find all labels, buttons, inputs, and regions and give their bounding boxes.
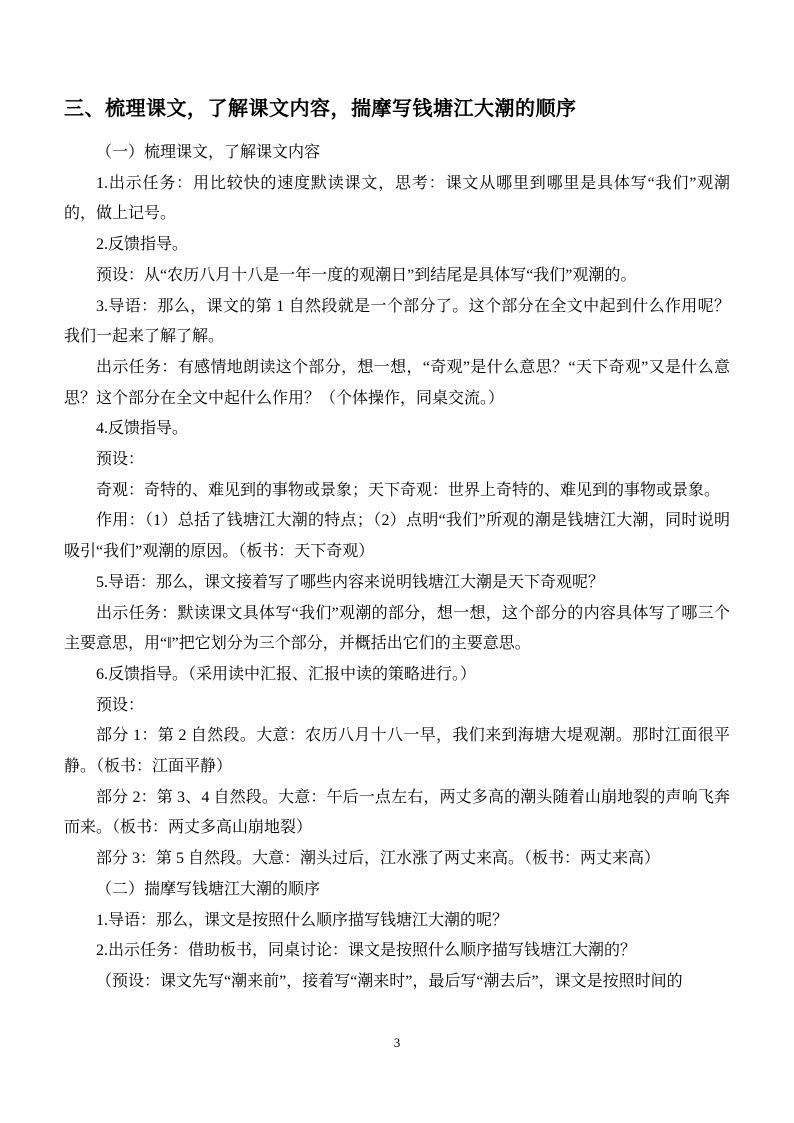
paragraph: 作用：（1）总括了钱塘江大潮的特点；（2）点明“我们”所观的潮是钱塘江大潮，同时说明吸引“我们”观潮的原因。（板书：天下奇观） xyxy=(64,512,730,561)
paragraph: 出示任务：有感情地朗读这个部分，想一想，“奇观”是什么意思？“天下奇观”又是什么意思？这个部分在全文中起什么作用？（个体操作，同桌交流。） xyxy=(64,358,730,407)
paragraphs xyxy=(64,138,730,998)
document-body xyxy=(64,94,730,998)
paragraph: 部分 2：第 3、4 自然段。大意：午后一点左右，两丈多高的潮头随着山崩地裂的声响飞奔而来。（板书：两丈多高山崩地裂） xyxy=(64,788,730,837)
paragraph: （一）梳理课文，了解课文内容 xyxy=(96,144,321,161)
page-number: 3 xyxy=(393,1035,401,1050)
paragraph: 2.反馈指导。 xyxy=(96,236,189,254)
paragraph: 部分 1：第 2 自然段。大意：农历八月十八一早，我们来到海塘大堤观潮。那时江面很平静。（板书：江面平静） xyxy=(64,727,730,776)
paragraph: 6.反馈指导。（采用读中汇报、汇报中读的策略进行。） xyxy=(96,665,477,683)
paragraph: 4.反馈指导。 xyxy=(96,420,189,438)
paragraph: 奇观：奇特的、难见到的事物或景象；天下奇观：世界上奇特的、难见到的事物或景象。 xyxy=(96,481,721,499)
paragraph: 2.出示任务：借助板书，同桌讨论：课文是按照什么顺序描写钱塘江大潮的？ xyxy=(96,942,637,960)
paragraph: 1.导语：那么，课文是按照什么顺序描写钱塘江大潮的呢？ xyxy=(96,911,509,929)
paragraph: 预设： xyxy=(96,696,145,714)
paragraph: 出示任务：默读课文具体写“我们”观潮的部分，想一想，这个部分的内容具体写了哪三个主要意思，用“‖”把它划分为三个部分，并概括出它们的主要意思。 xyxy=(64,604,730,653)
paragraph: 1.出示任务：用比较快的速度默读课文，思考：课文从哪里到哪里是具体写“我们”观潮的，做上记号。 xyxy=(64,174,730,223)
paragraph: （二）揣摩写钱塘江大潮的顺序 xyxy=(96,880,321,898)
paragraph: 5.导语：那么，课文接着写了哪些内容来说明钱塘江大潮是天下奇观呢？ xyxy=(96,573,605,591)
paragraph: 预设： xyxy=(96,451,145,469)
paragraph: （预设：课文先写“潮来前”，接着写“潮来时”，最后写“潮去后”，课文是按照时间的 xyxy=(96,972,683,990)
paragraph: 预设：从“农历八月十八是一年一度的观潮日”到结尾是具体写“我们”观潮的。 xyxy=(96,266,637,284)
paragraph: 部分 3：第 5 自然段。大意：潮头过后，江水涨了两丈来高。（板书：两丈来高） xyxy=(96,850,661,868)
section-heading: 三、梳理课文，了解课文内容，揣摩写钱塘江大潮的顺序 xyxy=(64,98,577,120)
paragraph: 3.导语：那么，课文的第 1 自然段就是一个部分了。这个部分在全文中起到什么作用呢？我们一起来了解了解。 xyxy=(64,297,730,346)
